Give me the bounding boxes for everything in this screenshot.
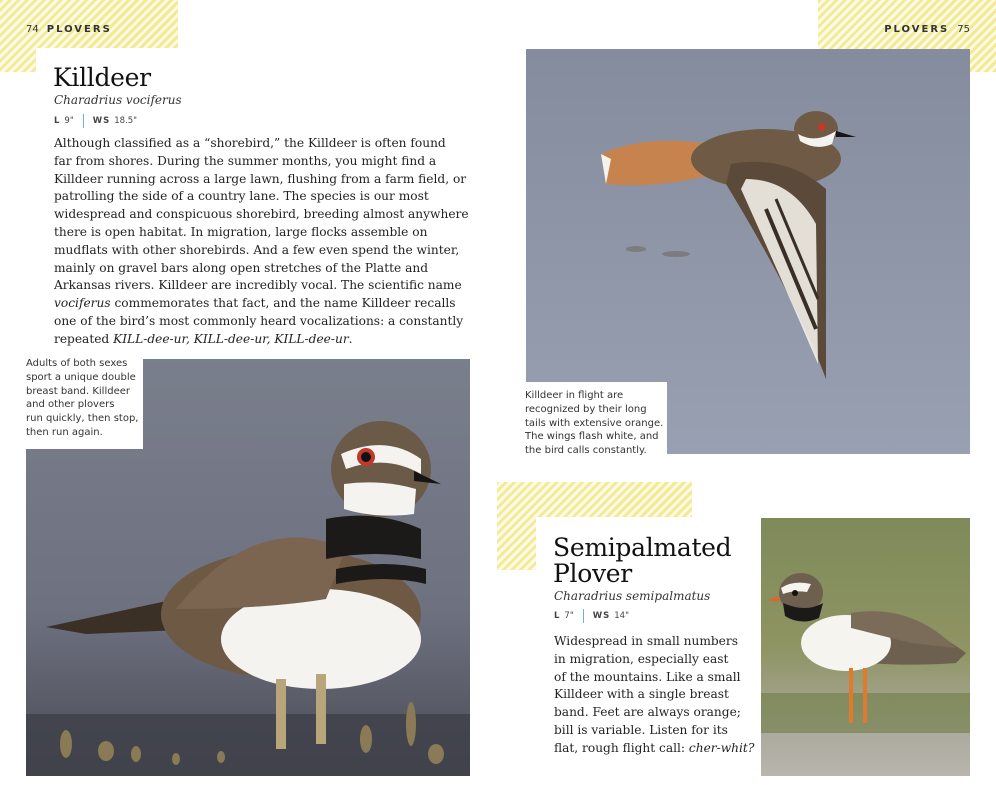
page-number-right: 75 bbox=[957, 24, 970, 35]
text-line: mudflats with other shorebirds. And a few even spend the winter, bbox=[54, 242, 460, 257]
latin-name-killdeer: Charadrius vociferus bbox=[54, 93, 182, 107]
caption-line: Killdeer in flight are bbox=[525, 390, 624, 401]
text-line: Widespread in small numbers bbox=[554, 634, 738, 648]
right-running-head bbox=[884, 24, 970, 35]
latin-name-semipalmated: Charadrius semipalmatus bbox=[554, 589, 711, 603]
text-line: Killdeer running across a large lawn, flushing from a farm field, or bbox=[54, 171, 467, 186]
caption-line: and other plovers bbox=[26, 399, 115, 411]
text-line: mainly on gravel bars along open stretches of the Platte and bbox=[54, 260, 428, 275]
text-line bbox=[54, 331, 469, 349]
text-fragment: repeated bbox=[54, 331, 114, 346]
left-running-head bbox=[26, 24, 112, 35]
section-title-right: PLOVERS bbox=[884, 24, 950, 35]
caption-line: tails with extensive orange. bbox=[525, 417, 664, 429]
title-line: Plover bbox=[553, 559, 632, 588]
species-title-semipalmated bbox=[553, 535, 731, 587]
text-fragment: commemorates that fact, and the name Killdeer recalls bbox=[110, 296, 456, 311]
caption-line: then run again. bbox=[26, 426, 103, 438]
caption-line: Adults of both sexes bbox=[26, 358, 128, 369]
page-number-left: 74 bbox=[26, 24, 39, 35]
text-line: in migration, especially east bbox=[554, 651, 729, 666]
text-line: band. Feet are always orange; bbox=[554, 705, 741, 720]
caption-line: breast band. Killdeer bbox=[26, 385, 131, 397]
title-line: Semipalmated bbox=[553, 533, 732, 562]
latin-epithet: vociferus bbox=[54, 296, 111, 311]
length-value: 9" bbox=[64, 116, 74, 126]
caption-line: the bird calls constantly. bbox=[525, 445, 647, 457]
measurement-divider bbox=[583, 609, 584, 623]
measurements-semipalmated bbox=[554, 609, 629, 623]
text-line: widespread and conspicuous shorebird, breeding almost anywhere bbox=[54, 207, 469, 222]
text-line: one of the bird’s most commonly heard vocalizations: a constantly bbox=[54, 313, 464, 328]
semipalmated-description bbox=[554, 633, 754, 758]
text-line: bill is variable. Listen for its bbox=[554, 722, 728, 737]
text-line: Arkansas rivers. Killdeer are incredibly vocal. The scientific name bbox=[54, 278, 462, 293]
text-fragment: . bbox=[348, 331, 353, 346]
text-line: far from shores. During the summer months, you might find a bbox=[54, 153, 437, 168]
text-line: there is open habitat. In migration, large flocks assemble on bbox=[54, 224, 428, 239]
measurement-divider bbox=[83, 114, 84, 128]
text-fragment: flat, rough flight call: bbox=[554, 740, 689, 755]
measurements-killdeer bbox=[54, 114, 137, 128]
length-label: L bbox=[54, 116, 61, 126]
length-value: 7" bbox=[564, 611, 574, 621]
killdeer-standing-caption bbox=[0, 357, 143, 449]
wingspan-value: 14" bbox=[614, 611, 629, 621]
wingspan-label: WS bbox=[592, 611, 611, 621]
text-line bbox=[554, 740, 754, 758]
killdeer-flight-caption bbox=[518, 382, 667, 460]
text-line: Killdeer with a single breast bbox=[554, 687, 729, 702]
caption-line: sport a unique double bbox=[26, 371, 136, 383]
wingspan-label: WS bbox=[92, 116, 111, 126]
killdeer-description bbox=[54, 135, 469, 349]
length-label: L bbox=[554, 611, 561, 621]
section-title-left: PLOVERS bbox=[46, 24, 112, 35]
caption-line: run quickly, then stop, bbox=[26, 413, 139, 425]
text-line: of the mountains. Like a small bbox=[554, 669, 741, 684]
text-line: patrolling the side of a country lane. The species is our most bbox=[54, 189, 429, 204]
wingspan-value: 18.5" bbox=[114, 116, 138, 126]
text-line: Although classified as a “shorebird,” the Killdeer is often found bbox=[54, 136, 446, 150]
caption-line: The wings flash white, and bbox=[525, 431, 659, 443]
caption-line: recognized by their long bbox=[525, 403, 647, 415]
semipalmated-plover-photo bbox=[761, 518, 970, 776]
bird-call: cher-whit? bbox=[688, 740, 755, 755]
bird-call: KILL-dee-ur, KILL-dee-ur, KILL-dee-ur bbox=[113, 331, 349, 346]
text-line bbox=[54, 295, 469, 313]
species-title-killdeer: Killdeer bbox=[53, 63, 151, 92]
